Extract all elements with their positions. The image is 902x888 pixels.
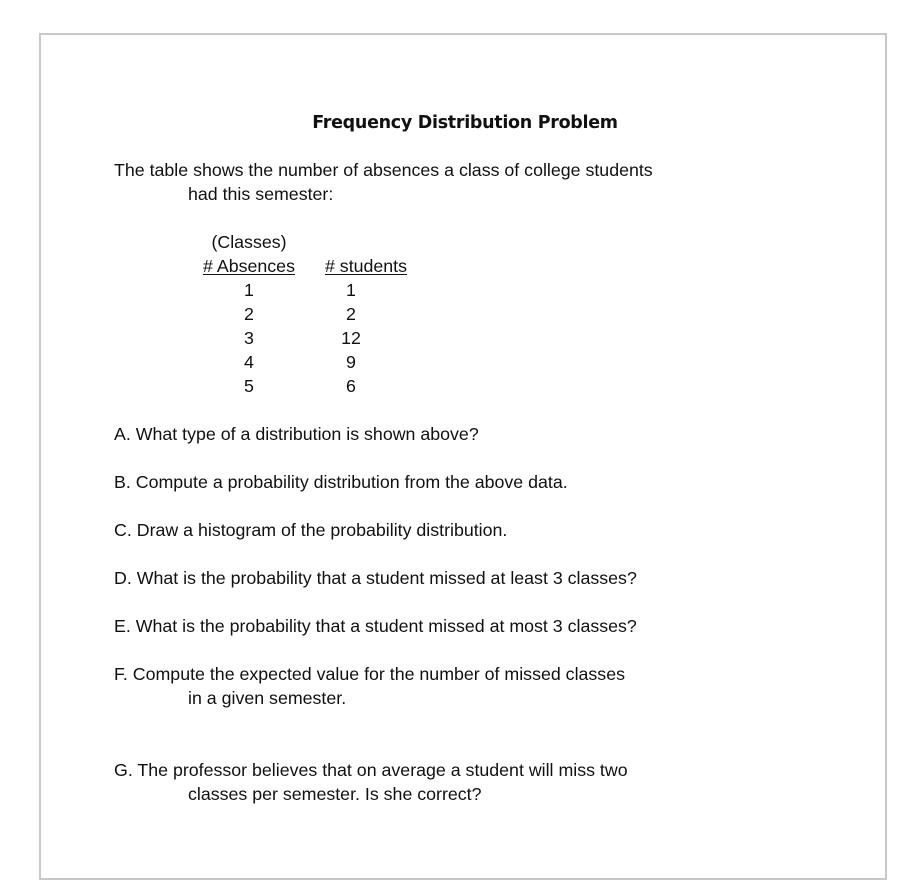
students-cell: 2 <box>346 304 356 324</box>
question-a: A. What type of a distribution is shown above? <box>114 424 479 444</box>
col2-header <box>301 256 431 277</box>
question-c: C. Draw a histogram of the probability distribution. <box>114 520 508 540</box>
question-g-line-1: G. The professor believes that on average a student will miss two <box>114 760 628 780</box>
students-cell: 1 <box>346 280 356 300</box>
question-b: B. Compute a probability distribution from the above data. <box>114 472 568 492</box>
question-f-line-2: in a given semester. <box>188 688 347 708</box>
absences-cell: 2 <box>244 304 254 324</box>
col2-header-text: # students <box>324 256 408 276</box>
col1-header-top: (Classes) <box>211 232 287 252</box>
col1-header <box>184 256 314 277</box>
question-d: D. What is the probability that a student missed at least 3 classes? <box>114 568 637 588</box>
absences-cell: 5 <box>244 376 254 396</box>
document-page <box>39 33 887 880</box>
absences-cell: 4 <box>244 352 254 372</box>
page-title: Frequency Distribution Problem <box>312 113 618 133</box>
students-cell: 6 <box>346 376 356 396</box>
students-cell: 12 <box>341 328 361 348</box>
intro-line-2: had this semester: <box>188 184 334 204</box>
question-f-line-1: F. Compute the expected value for the number of missed classes <box>114 664 625 684</box>
students-cell: 9 <box>346 352 356 372</box>
col1-header-text: # Absences <box>203 256 295 276</box>
intro-line-1: The table shows the number of absences a class of college students <box>114 160 653 180</box>
absences-cell: 1 <box>244 280 254 300</box>
absences-cell: 3 <box>244 328 254 348</box>
question-e: E. What is the probability that a student missed at most 3 classes? <box>114 616 637 636</box>
question-g-line-2: classes per semester. Is she correct? <box>188 784 482 804</box>
